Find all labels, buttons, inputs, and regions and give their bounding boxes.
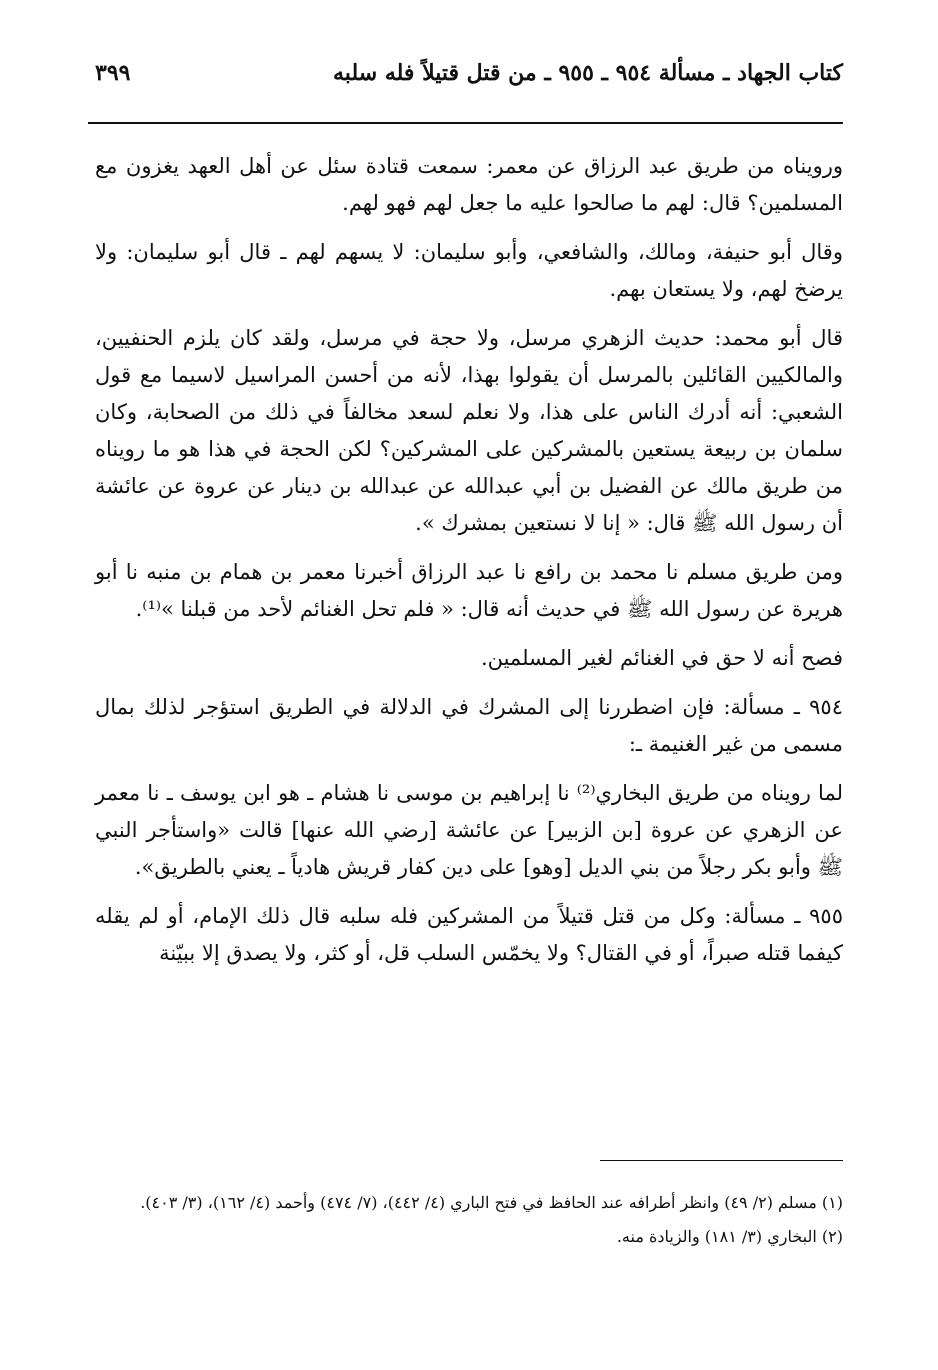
paragraph: ورويناه من طريق عبد الرزاق عن معمر: سمعت قتادة سئل عن أهل العهد يغزون مع المسلمين؟ قال: لهم ما صالحوا عليه ما جعل لهم فهو لهم. xyxy=(95,154,843,215)
paragraph: فصح أنه لا حق في الغنائم لغير المسلمين. xyxy=(480,646,843,670)
footnote: (١) مسلم (٢/ ٤٩) وانظر أطرافه عند الحافظ في فتح الباري (٤/ ٤٤٢)، (٧/ ٤٧٤) وأحمد (٤/ ١٦٢)، (٣/ ٤٠٣). xyxy=(140,1193,843,1212)
footnote-rule xyxy=(600,1160,843,1161)
running-header xyxy=(95,60,843,100)
running-title: كتاب الجهاد ـ مسألة ٩٥٤ ـ ٩٥٥ ـ من قتل قتيلاً فله سلبه xyxy=(333,60,843,86)
paragraph: وقال أبو حنيفة، ومالك، والشافعي، وأبو سليمان: لا يسهم لهم ـ قال أبو سليمان: ولا يرضخ لهم، ولا يستعان بهم. xyxy=(95,240,843,301)
footnote: (٢) البخاري (٣/ ١٨١) والزيادة منه. xyxy=(616,1227,843,1246)
page-number: ٣٩٩ xyxy=(95,60,131,86)
paragraph: لما رويناه من طريق البخاري⁽²⁾ نا إبراهيم بن موسى نا هشام ـ هو ابن يوسف ـ نا معمر عن الزهري عن عروة [بن الزبير] عن عائشة [رضي الله عنها] قالت «واستأجر النبي ﷺ وأبو بكر رجلاً من بني الديل [وهو] على دين كفار قريش هادياً ـ يعني بالطريق». xyxy=(95,781,843,879)
footnotes xyxy=(95,1188,843,1256)
header-rule xyxy=(88,122,843,124)
paragraph: قال أبو محمد: حديث الزهري مرسل، ولا حجة في مرسل، ولقد كان يلزم الحنفيين، والمالكيين القائلين بالمرسل أن يقولوا بهذا، لأنه من أحسن المراسيل لاسيما مع قول الشعبي: أنه أدرك الناس على هذا، ولا نعلم لسعد مخالفاً في ذلك من الصحابة، وكان سلمان بن ربيعة يستعين بالمشركين على المشركين؟ لكن الحجة في هذا هو ما رويناه من طريق مالك عن الفضيل بن أبي عبدالله عن عبدالله بن دينار عن عروة عن عائشة أن رسول الله ﷺ قال: « إنا لا نستعين بمشرك ». xyxy=(95,326,844,535)
paragraph: ومن طريق مسلم نا محمد بن رافع نا عبد الرزاق أخبرنا معمر بن همام بن منبه نا أبو هريرة عن رسول الله ﷺ في حديث أنه قال: « فلم تحل الغنائم لأحد من قبلنا »⁽¹⁾. xyxy=(95,560,843,621)
body-text xyxy=(95,148,843,984)
issue-954: ٩٥٤ ـ مسألة: فإن اضطررنا إلى المشرك في الدلالة في الطريق استؤجر لذلك بمال مسمى من غير الغنيمة ـ: xyxy=(95,695,843,756)
issue-955: ٩٥٥ ـ مسألة: وكل من قتل قتيلاً من المشركين فله سلبه قال ذلك الإمام، أو لم يقله كيفما قتله صبراً، أو في القتال؟ ولا يخمّس السلب قل، أو كثر، ولا يصدق إلا ببيّنة xyxy=(95,904,843,965)
